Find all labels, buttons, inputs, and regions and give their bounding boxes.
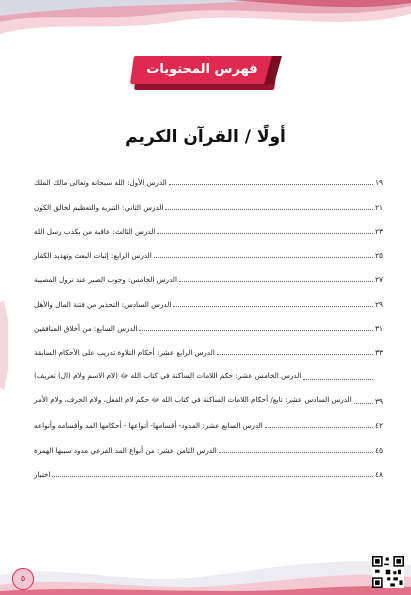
dot-leader	[303, 379, 373, 380]
toc-entry-title: الدرس الأول: الله سبحانه وتعالى مالك الملك	[34, 178, 167, 188]
toc-row[interactable]	[32, 430, 390, 454]
toc-entry-title: الدرس الرابع عشر: أحكام التلاوة تدريب على الأحكام السابقة	[34, 348, 215, 358]
toc-entry-page: ٣٩	[375, 396, 384, 406]
toc-entry-page: ٣١	[375, 324, 384, 334]
toc-entry-page: ٢٣	[375, 226, 384, 236]
toc-entry-title: الدرس الثالث: عاقبة من يكذب رسل الله	[34, 226, 156, 236]
toc-entry-page: ٤٨	[375, 469, 384, 479]
qr-code-icon[interactable]	[372, 556, 404, 588]
toc-row[interactable]	[32, 382, 390, 406]
toc-row[interactable]	[32, 333, 390, 357]
toc-row[interactable]	[32, 455, 390, 479]
toc-row[interactable]	[32, 260, 390, 284]
toc-entry-page: ٢٧	[375, 275, 384, 285]
dot-leader	[265, 427, 373, 428]
toc-row[interactable]	[32, 284, 390, 308]
toc-entry-title: الدرس السابع عشر: المدود- أقسامها- أنواعها - أحكامها المد وأقسامه وأنواعه	[34, 421, 263, 431]
top-wave-decoration	[0, 0, 411, 60]
toc-entry-page: ٤٥	[375, 445, 384, 455]
toc-entry-title: الدرس الخامس: وجوب الصبر عند نزول المصيبة	[34, 275, 177, 285]
toc-row[interactable]	[32, 309, 390, 333]
dot-leader	[154, 257, 373, 258]
toc-entry-title: الدرس الخامس عشر: حكم اللامات الساكنة في كتاب الله ﷻ (لام الاسم ولام (ال) تعريف)	[34, 370, 302, 380]
toc-row[interactable]	[32, 357, 390, 381]
toc-entry-title: الدرس الثامن عشر: من أنواع المد الفرعي مدود سببها الهمزة	[34, 445, 217, 455]
dot-leader	[219, 452, 373, 453]
toc-entry-page: ٢٥	[375, 251, 384, 261]
toc-list	[32, 163, 390, 479]
contents-banner	[132, 56, 278, 90]
toc-row[interactable]	[32, 163, 390, 187]
dot-leader	[52, 476, 373, 477]
page-number: ٥	[12, 568, 34, 590]
dot-leader	[354, 403, 373, 404]
dot-leader	[169, 184, 373, 185]
toc-entry-title: الدرس السادس: التحذير من فتنة المال والأهل	[34, 299, 172, 309]
toc-entry-page: ١٩	[375, 178, 384, 188]
bottom-wave-decoration	[0, 545, 411, 595]
dot-leader	[165, 209, 373, 210]
toc-entry-page: ٢١	[375, 202, 384, 212]
toc-entry-page: ٢٩	[375, 299, 384, 309]
section-title: أولًا / القرآن الكريم	[125, 127, 286, 147]
toc-entry-page: ٤٢	[375, 421, 384, 431]
banner-title: فهرس المحتويات	[146, 62, 258, 77]
toc-row[interactable]	[32, 212, 390, 236]
toc-row[interactable]	[32, 236, 390, 260]
toc-row[interactable]	[32, 406, 390, 430]
toc-entry-title: الدرس الرابع: إثبات البعث وتهديد الكفار	[34, 251, 152, 261]
dot-leader	[179, 281, 373, 282]
dot-leader	[139, 330, 373, 331]
toc-row[interactable]	[32, 187, 390, 211]
dot-leader	[157, 233, 373, 234]
toc-entry-page: ٣٣	[375, 348, 384, 358]
dot-leader	[173, 306, 373, 307]
side-hexagon-decoration	[0, 300, 8, 390]
toc-entry-title: الدرس السابع: من أخلاق المنافقين	[34, 324, 138, 334]
toc-entry-title: الدرس الثاني: التنزيه والتعظيم لخالق الكون	[34, 202, 164, 212]
toc-entry-title: اختبار	[34, 469, 51, 479]
toc-entry-title: الدرس السادس عشر: تابع/ أحكام اللامات الساكنة في كتاب الله ﷻ حكم لام الفعل، ولام الحرف، ولام الأمر	[34, 394, 352, 404]
dot-leader	[217, 354, 373, 355]
